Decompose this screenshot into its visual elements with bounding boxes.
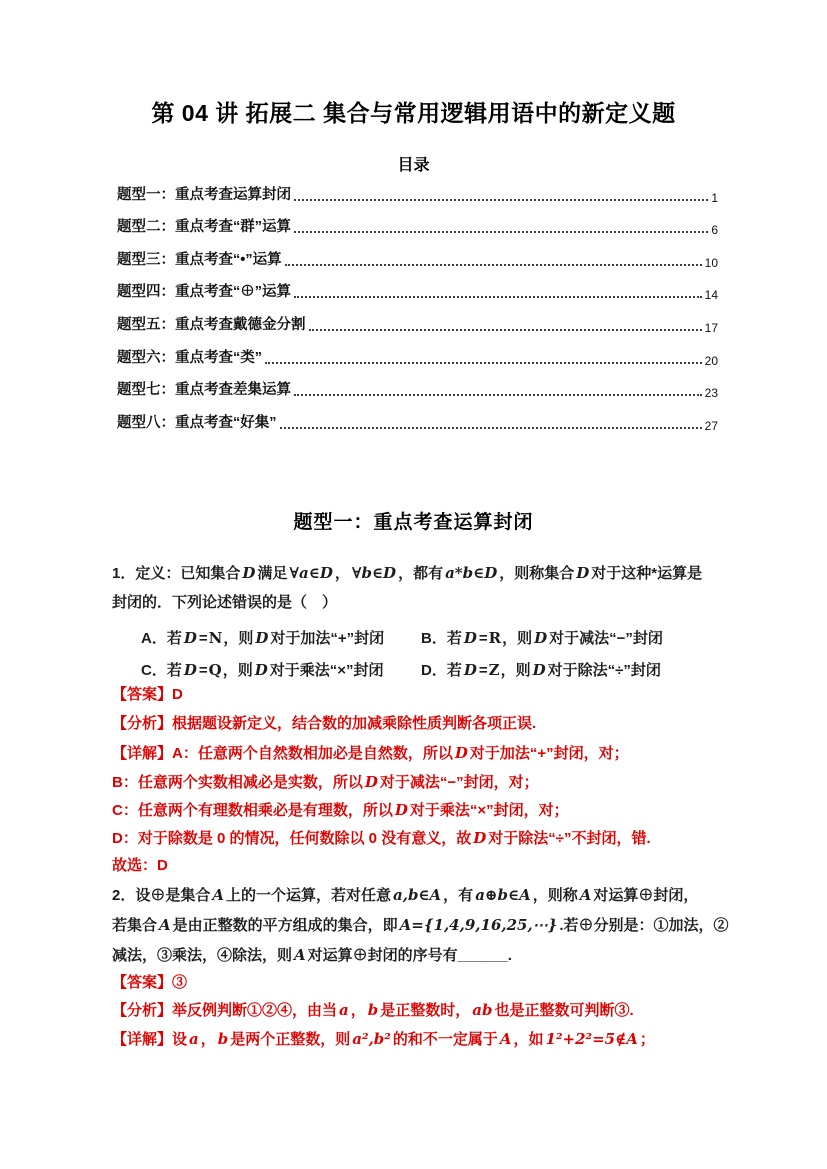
toc-entry[interactable] [117,404,718,437]
problem1-option-a: A．若 D =N，则 D 对于加法“+”封闭 [141,629,385,647]
toc-page-number: 6 [711,223,718,238]
problem2-analysis-line: 【分析】举反例判断①②④，由当 a ， b 是正整数时， ab 也是正整数可判断③. [112,1001,634,1019]
toc-leader [294,394,702,396]
problem1-option-b: B．若 D =R，则 D 对于减法“−”封闭 [421,629,663,647]
toc-page-number: 17 [704,320,718,335]
toc-entry-label: 题型八：重点考查“好集” [117,414,277,431]
problem1-stem-line-1: 1．定义：已知集合 D 满足 ∀a∈D ， ∀b∈D ，都有 a*b∈D ，则称集合 D 对于这种*运算是 [112,564,703,582]
toc-entry[interactable] [117,306,718,339]
problem1-option-d: D．若 D =Z，则 D 对于除法“÷”封闭 [421,661,661,679]
problem1-detail-line-a: 【详解】A：任意两个自然数相加必是自然数，所以 D 对于加法“+”封闭，对； [112,744,629,762]
toc-entry[interactable] [117,372,718,405]
table-of-contents [117,176,718,437]
problem1-stem-line-2: 封闭的．下列论述错误的是（ ） [112,594,338,611]
problem1-detail-line-c: C：任意两个有理数相乘必是有理数，所以 D 对于乘法“×”封闭，对； [112,801,569,819]
problem1-detail-line-d: D：对于除数是 0 的情况，任何数除以 0 没有意义，故 D 对于除法“÷”不封闭，错. [112,829,651,847]
toc-entry-label: 题型四：重点考查“⊕”运算 [117,284,291,301]
toc-entry-label: 题型三：重点考查“•”运算 [117,251,282,268]
problem1-detail-line-b: B：任意两个实数相减必是实数，所以 D 对于减法“−”封闭，对； [112,773,539,791]
problem1-answer-line: 【答案】D [112,686,183,703]
toc-leader [280,427,702,429]
toc-entry[interactable] [117,274,718,307]
toc-page-number: 14 [704,288,718,303]
toc-leader [265,362,702,364]
toc-entry-label: 题型五：重点考查戴德金分割 [117,316,306,333]
toc-leader [294,296,702,298]
toc-leader [294,231,708,233]
problem1-analysis-line: 【分析】根据题设新定义，结合数的加减乘除性质判断各项正误. [112,715,537,732]
toc-entry[interactable] [117,209,718,242]
toc-entry-label: 题型一：重点考查运算封闭 [117,186,291,203]
toc-page-number: 27 [704,418,718,433]
toc-leader [285,264,702,266]
problem2-stem-line-2: 若集合 A 是由正整数的平方组成的集合，即 A={1,4,9,16,25,⋯} .若⊕分别是：①加法，② [112,916,729,934]
toc-entry-label: 题型六：重点考查“类” [117,349,262,366]
problem2-answer-line: 【答案】③ [112,974,188,991]
problem2-detail-line: 【详解】设 a ， b 是两个正整数，则 a²,b² 的和不一定属于 A ，如 1²+2²=5∉A ； [112,1030,655,1048]
toc-leader [309,329,702,331]
problem2-stem-line-3: 减法，③乘法，④除法，则 A 对运算⊕封闭的序号有______. [112,946,512,964]
section-heading: 题型一：重点考查运算封闭 [293,512,534,533]
toc-page-number: 1 [711,190,718,205]
toc-page-number: 10 [704,255,718,270]
toc-entry[interactable] [117,339,718,372]
toc-heading: 目录 [397,157,430,174]
document-title: 第 04 讲 拓展二 集合与常用逻辑用语中的新定义题 [151,100,676,126]
toc-page-number: 20 [704,353,718,368]
problem1-conclusion-line: 故选：D [112,857,168,874]
problem1-option-c: C．若 D =Q，则 D 对于乘法“×”封闭 [141,661,384,679]
toc-entry-label: 题型二：重点考查“群”运算 [117,219,291,236]
problem2-stem-line-1: 2．设⊕是集合 A 上的一个运算，若对任意 a,b∈A ，有 a⊕b∈A ，则称 A 对运算⊕封闭， [112,886,699,904]
toc-entry[interactable] [117,176,718,209]
toc-leader [294,199,708,201]
toc-entry[interactable] [117,241,718,274]
toc-entry-label: 题型七：重点考查差集运算 [117,382,291,399]
toc-page-number: 23 [704,386,718,401]
